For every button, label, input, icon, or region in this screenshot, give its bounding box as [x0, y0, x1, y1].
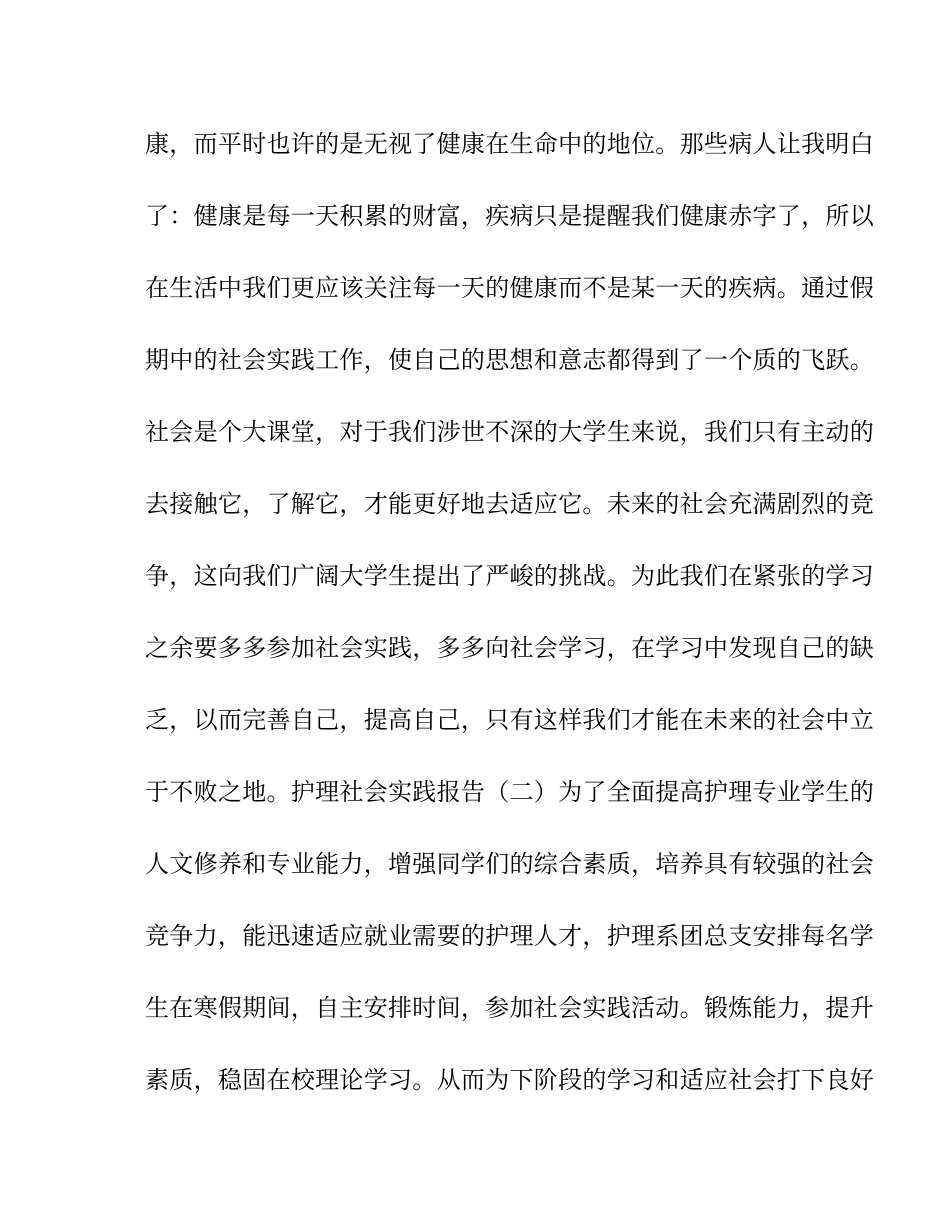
text-line-5: 社会是个大课堂，对于我们涉世不深的大学生来说，我们只有主动的	[145, 418, 874, 446]
text-line-2: 了：健康是每一天积累的财富，疾病只是提醒我们健康赤字了，所以	[145, 202, 874, 230]
text-line-9: 乏，以而完善自己，提高自己，只有这样我们才能在未来的社会中立	[145, 706, 874, 734]
body-text	[145, 124, 874, 1132]
text-line-10: 于不败之地。护理社会实践报告（二）为了全面提高护理专业学生的	[145, 778, 874, 806]
text-line-8: 之余要多多参加社会实践，多多向社会学习，在学习中发现自己的缺	[145, 634, 874, 662]
text-line-11: 人文修养和专业能力，增强同学们的综合素质，培养具有较强的社会	[145, 850, 874, 878]
text-line-13: 生在寒假期间，自主安排时间，参加社会实践活动。锻炼能力，提升	[145, 994, 874, 1022]
text-line-1: 康，而平时也许的是无视了健康在生命中的地位。那些病人让我明白	[145, 130, 874, 158]
text-line-6: 去接触它，了解它，才能更好地去适应它。未来的社会充满剧烈的竞	[145, 490, 874, 518]
text-line-12: 竞争力，能迅速适应就业需要的护理人才，护理系团总支安排每名学	[145, 922, 874, 950]
text-line-14: 素质，稳固在校理论学习。从而为下阶段的学习和适应社会打下良好	[145, 1066, 874, 1094]
text-line-3: 在生活中我们更应该关注每一天的健康而不是某一天的疾病。通过假	[145, 274, 874, 302]
text-line-7: 争，这向我们广阔大学生提出了严峻的挑战。为此我们在紧张的学习	[145, 562, 874, 590]
text-line-4: 期中的社会实践工作，使自己的思想和意志都得到了一个质的飞跃。	[145, 346, 874, 374]
